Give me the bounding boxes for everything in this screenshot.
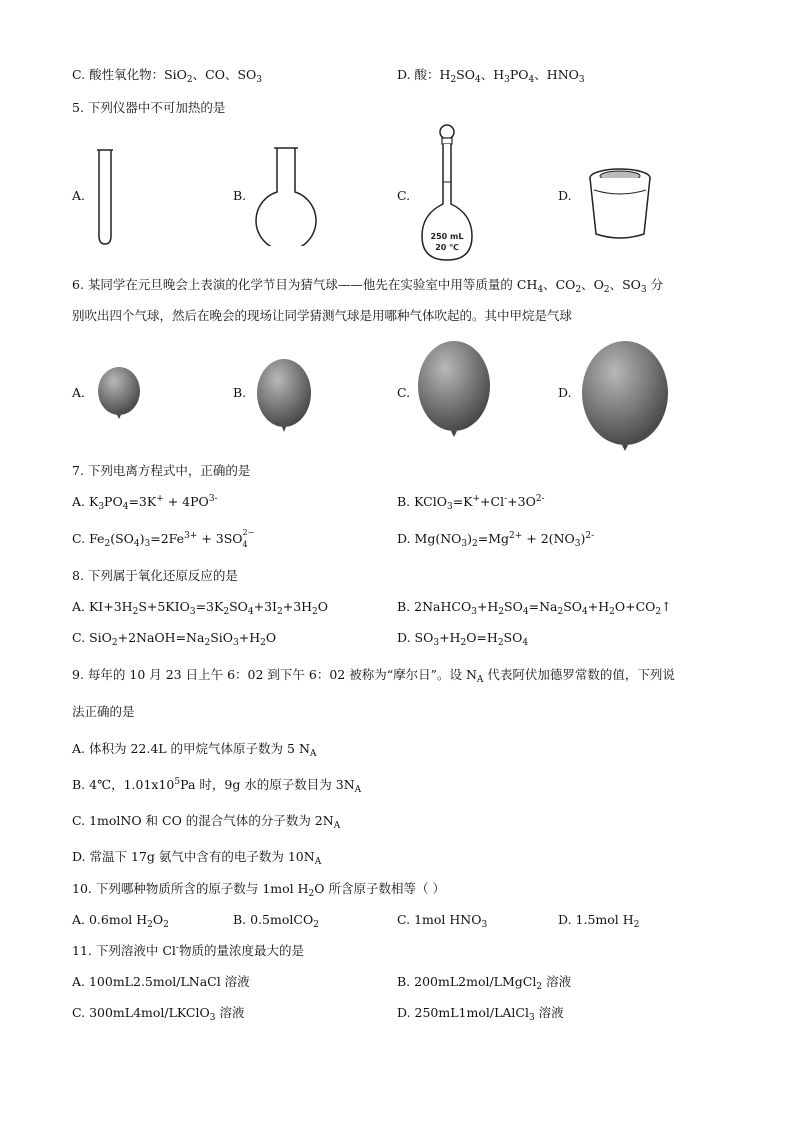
q4-option-c: C. 酸性氧化物：SiO$_2$、CO、$SO_3$: [72, 67, 263, 85]
q10-option-b: B. 0.5molCO$_2$: [233, 912, 319, 930]
q6-stem-line1: 6. 某同学在元旦晚会上表演的化学节目为猜气球——他先在实验室中用等质量的 $CH_4$、$CO_2$、$O_2$、$SO_3$ 分: [72, 277, 664, 295]
q6-option-a-label: A.: [72, 385, 86, 400]
q9-option-a: A. 体积为 22.4L 的甲烷气体原子数为 5 $N_A$: [72, 741, 317, 759]
q11-stem: 11. 下列溶液中 Cl-物质的量浓度最大的是: [72, 943, 304, 958]
round-flask-figure: [254, 146, 320, 246]
q7-option-b: B. $KClO_3=K^++Cl^-+3O^{2-}$: [397, 494, 545, 512]
q8-option-b: B. $2NaHCO_3+H_2SO_4=Na_2SO_4+H_2O+CO_2↑$: [397, 599, 672, 617]
q8-option-c: C. $SiO_2+2NaOH=Na_2SiO_3+H_2O$: [72, 630, 277, 648]
q10-option-c: C. 1mol $HNO_3$: [397, 912, 488, 930]
q7-stem: 7. 下列电离方程式中，正确的是: [72, 463, 251, 478]
q11-option-c: C. 300mL4mol/LKClO$_3$ 溶液: [72, 1005, 245, 1023]
q5-option-d-label: D.: [558, 188, 572, 203]
q6-option-d-label: D.: [558, 385, 572, 400]
q11-option-b: B. 200mL2mol/LMgCl$_2$ 溶液: [397, 974, 572, 992]
q5-stem: 5. 下列仪器中不可加热的是: [72, 100, 226, 115]
q6-option-b-label: B.: [233, 385, 247, 400]
q9-option-d: D. 常温下 17g 氨气中含有的电子数为 $10N_A$: [72, 849, 322, 867]
volumetric-flask-figure: [418, 122, 478, 264]
balloon-d: [581, 341, 671, 457]
q4-option-d: D. 酸：$H_2SO_4$、$H_3PO_4$、$HNO_3$: [397, 67, 585, 85]
q9-stem-line2: 法正确的是: [72, 704, 135, 719]
balloon-a: [97, 366, 143, 424]
flask-volume-label: 250 mL: [430, 232, 464, 241]
crucible-figure: [584, 162, 656, 242]
q8-option-a: A. $KI+3H_2S+5KIO_3=3K_2SO_4+3I_2+3H_2O$: [72, 599, 329, 617]
q8-stem: 8. 下列属于氧化还原反应的是: [72, 568, 238, 583]
q7-option-d: D. $Mg(NO_3)_2=Mg^{2+} + 2(NO_3)^{2-}$: [397, 531, 595, 549]
q5-option-a-label: A.: [72, 188, 86, 203]
q9-option-c: C. 1molNO 和 CO 的混合气体的分子数为 $2N_A$: [72, 813, 341, 831]
q6-stem-line2: 别吹出四个气球，然后在晚会的现场让同学猜测气球是用哪种气体吹起的。其中甲烷是气球: [72, 308, 573, 323]
test-tube-figure: [94, 148, 124, 248]
flask-temp-label: 20 ℃: [435, 243, 459, 252]
q9-option-b: B. 4℃，$1.01x10^5Pa$ 时，9g 水的原子数目为 $3N_A$: [72, 777, 362, 795]
q11-option-a: A. 100mL2.5mol/LNaCl 溶液: [72, 974, 250, 989]
q5-option-c-label: C.: [397, 188, 411, 203]
q6-option-c-label: C.: [397, 385, 411, 400]
balloon-b: [256, 358, 314, 438]
q10-option-a: A. 0.6mol $H_2O_2$: [72, 912, 169, 930]
q10-stem: 10. 下列哪种物质所含的原子数与 1mol $H_2O$ 所含原子数相等（ ）: [72, 881, 445, 899]
q11-option-d: D. 250mL1mol/LAlCl$_3$ 溶液: [397, 1005, 564, 1023]
q8-option-d: D. $SO_3+H_2O=H_2SO_4$: [397, 630, 529, 648]
q10-option-d: D. 1.5mol $H_2$: [558, 912, 640, 930]
balloon-c: [417, 340, 493, 444]
q7-option-c: C. $Fe_2(SO_4)_3=2Fe^{3+} + 3SO$ 2− 4: [72, 528, 255, 549]
q7-option-a: A. $K_3PO_4=3K^+ + 4PO^{3-}$: [72, 494, 218, 512]
q5-option-b-label: B.: [233, 188, 247, 203]
q9-stem-line1: 9. 每年的 10 月 23 日上午 6：02 到下午 6：02 被称为“摩尔日”。设 $N_A$ 代表阿伏加德罗常数的值，下列说: [72, 667, 675, 685]
